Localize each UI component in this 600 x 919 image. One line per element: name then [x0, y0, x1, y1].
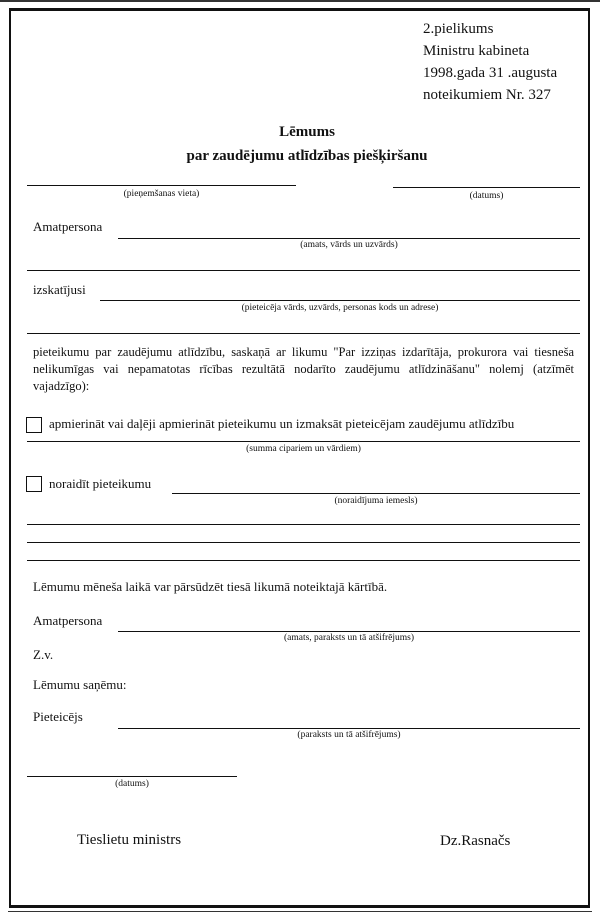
amount-caption: (summa cipariem un vārdiem) [246, 444, 361, 454]
document-subtitle: par zaudējumu atlīdzības piešķiršanu [186, 148, 428, 164]
place-field[interactable] [27, 185, 296, 186]
reviewed-label: izskatījusi [33, 282, 86, 297]
reject-checkbox[interactable] [26, 476, 42, 492]
official-field[interactable] [118, 238, 580, 239]
official-signature-caption: (amats, paraksts un tā atšifrējums) [283, 633, 415, 643]
applicant-field[interactable] [100, 300, 580, 301]
annex-cabinet: Ministru kabineta [423, 43, 530, 59]
received-date-field[interactable] [27, 776, 237, 777]
approve-label: apmierināt vai daļēji apmierināt pieteikumu un izmaksāt pieteicējam zaudējumu atlīdzību [49, 416, 515, 431]
reject-reason-line[interactable] [27, 542, 580, 543]
annex-regulation-number: noteikumiem Nr. 327 [423, 87, 551, 103]
applicant-signature-caption: (paraksts un tā atšifrējums) [297, 730, 401, 740]
document-title: Lēmums [279, 124, 335, 140]
minister-name: Dz.Rasnačs [440, 833, 511, 849]
date-caption: (datums) [469, 191, 504, 201]
scan-edge-line [8, 911, 592, 912]
minister-title: Tieslietu ministrs [77, 832, 182, 848]
scan-edge-line [0, 0, 600, 2]
applicant-signature-label: Pieteicējs [33, 709, 83, 724]
applicant-signature-field[interactable] [118, 728, 580, 729]
annex-number: 2.pielikums [423, 21, 494, 37]
applicant-field-continued[interactable] [27, 333, 580, 334]
reject-label: noraidīt pieteikumu [49, 476, 152, 491]
official-caption: (amats, vārds un uzvārds) [300, 240, 398, 250]
received-label: Lēmumu saņēmu: [33, 677, 127, 692]
official-label: Amatpersona [33, 219, 103, 234]
approve-checkbox[interactable] [26, 417, 42, 433]
received-date-caption: (datums) [115, 779, 149, 789]
reject-reason-line[interactable] [27, 560, 580, 561]
form-border [9, 8, 590, 908]
reject-reason-field[interactable] [172, 493, 580, 494]
reject-reason-line[interactable] [27, 524, 580, 525]
decision-paragraph: pieteikumu par zaudējumu atlīdzību, saskaņā ar likumu "Par izziņas izdarītāja, prokurora vai tiesneša nelikumīgas vai nepamatotas rīcības rezultātā nodarīto zaudējumu atlīdzināšanu" nolemj (atzīmēt vajadzīgo): [33, 345, 574, 393]
appeal-note: Lēmumu mēneša laikā var pārsūdzēt tiesā likumā noteiktajā kārtībā. [33, 579, 388, 594]
annex-reference [423, 18, 557, 106]
official-field-continued[interactable] [27, 270, 580, 271]
reject-reason-caption: (noraidījuma iemesls) [334, 496, 418, 506]
seal-label: Z.v. [33, 647, 54, 662]
place-caption: (pieņemšanas vieta) [123, 189, 200, 199]
amount-field[interactable] [27, 441, 580, 442]
date-field[interactable] [393, 187, 580, 188]
annex-date: 1998.gada 31 .augusta [423, 65, 558, 81]
official-signature-label: Amatpersona [33, 613, 103, 628]
applicant-caption: (pieteicēja vārds, uzvārds, personas kods un adrese) [241, 303, 439, 313]
official-signature-field[interactable] [118, 631, 580, 632]
